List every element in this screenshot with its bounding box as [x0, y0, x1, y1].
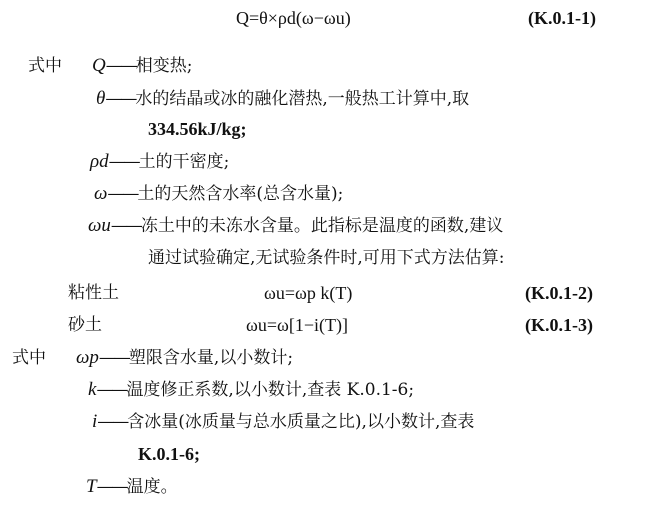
equation-2: ωu=ωp k(T) — [264, 283, 353, 303]
def-theta — [96, 87, 469, 111]
definition-text: 温度修正系数,以小数计,查表 K.0.1-6; — [126, 380, 415, 400]
symbol: Q — [92, 55, 106, 76]
def-omega — [94, 182, 343, 206]
def-i-cont: K.0.1-6; — [138, 444, 200, 464]
definition-text: 温度。 — [126, 477, 178, 497]
def-k — [88, 378, 414, 402]
def-omega-u — [88, 214, 503, 238]
where-label: 式中 — [28, 56, 62, 76]
def-i — [92, 410, 474, 434]
dash: —— — [107, 184, 138, 204]
symbol: T — [86, 476, 97, 497]
symbol: ω — [94, 183, 108, 204]
symbol: θ — [96, 88, 106, 109]
dash: —— — [96, 380, 127, 400]
def-T — [86, 475, 178, 499]
def-omega-u-cont: 通过试验确定,无试验条件时,可用下式方法估算: — [148, 248, 505, 268]
equation-3: ωu=ω[1−i(T)] — [246, 315, 348, 335]
symbol: i — [92, 411, 98, 432]
symbol: ωp — [76, 347, 99, 368]
equation-2-label: 粘性土 — [68, 283, 119, 303]
def-theta-cont: 334.56kJ/kg; — [148, 119, 247, 139]
equation-1-number: (K.0.1-1) — [528, 8, 596, 28]
symbol: ωu — [88, 215, 111, 236]
where-label-2: 式中 — [12, 348, 46, 368]
definition-text: 土的天然含水率(总含水量); — [137, 184, 344, 204]
equation-3-number: (K.0.1-3) — [525, 315, 593, 335]
equation-1: Q=θ×ρd(ω−ωu) — [236, 8, 351, 28]
dash: —— — [98, 348, 129, 368]
definition-text: 土的干密度; — [138, 152, 230, 172]
definition-text: 水的结晶或冰的融化潜热,一般热工计算中,取 — [135, 89, 470, 109]
def-rho — [90, 150, 229, 174]
definition-text: 含冰量(冰质量与总水质量之比),以小数计,查表 — [127, 412, 475, 432]
equation-3-label: 砂土 — [68, 315, 102, 335]
symbol: k — [88, 379, 97, 400]
definition-text: 冻土中的未冻水含量。此指标是温度的函数,建议 — [140, 216, 504, 236]
definition-text: 相变热; — [135, 56, 193, 76]
def-Q — [92, 54, 192, 78]
equation-2-number: (K.0.1-2) — [525, 283, 593, 303]
definition-text: 塑限含水量,以小数计; — [128, 348, 294, 368]
dash: —— — [96, 477, 127, 497]
dash: —— — [97, 412, 128, 432]
dash: —— — [110, 216, 141, 236]
symbol: ρd — [90, 151, 109, 172]
dash: —— — [105, 56, 136, 76]
dash: —— — [108, 152, 139, 172]
dash: —— — [105, 89, 136, 109]
def-omega-p — [76, 346, 293, 370]
